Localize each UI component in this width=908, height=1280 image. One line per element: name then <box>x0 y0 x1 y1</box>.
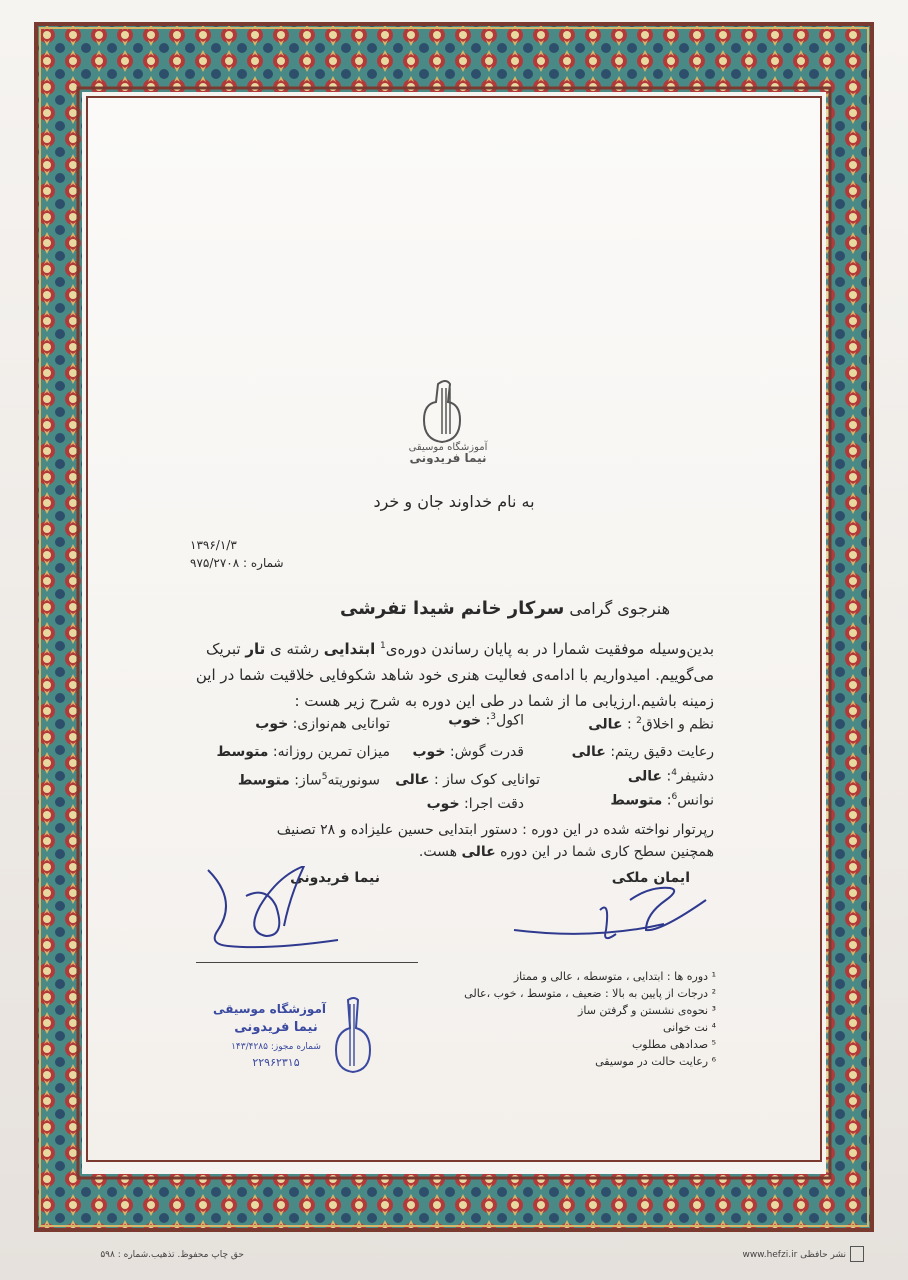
eval-value: خوب <box>412 744 446 760</box>
body-line-3: زمینه باشیم.ارزیابی ما از شما در طی این دوره به شرح زیر هست : <box>294 692 714 710</box>
eval-sep: : <box>622 716 637 733</box>
repertoire-line-1: رپرتوار نواخته شده در این دوره : دستور ابتدایی حسین علیزاده و ۲۸ تصنیف <box>276 822 714 838</box>
eval-sup: 3 <box>490 712 497 722</box>
eval-label: قدرت گوش: <box>449 744 524 760</box>
eval-value: خوب <box>255 716 289 732</box>
eval-label: دقت اجرا: <box>464 796 524 812</box>
eval-item <box>380 772 540 788</box>
eval-sep: : <box>662 792 672 809</box>
letter-number-value: ۹۷۵/۲۷۰۸ <box>190 556 240 570</box>
eval-sup: 4 <box>671 768 677 778</box>
eval-value: متوسط <box>237 772 290 789</box>
eval-value: متوسط <box>216 744 269 760</box>
eval-value: خوب <box>426 796 460 812</box>
body-line-2: می‌گوییم. امیدواریم با ادامه‌ی فعالیت هنری خود شاهد شکوفایی خلاقیت شما در این <box>195 666 714 684</box>
school-logo-top <box>398 378 502 464</box>
eval-item <box>530 744 714 760</box>
eval-sup: 6 <box>671 792 678 802</box>
body-line-1-b: رشته ی <box>265 640 324 658</box>
repertoire-line-2 <box>300 844 714 860</box>
overall-level: عالی <box>461 844 496 860</box>
letter-number-label: شماره : <box>243 556 284 570</box>
footer-publisher: نشر حافظی www.hefzi.ir <box>742 1250 846 1260</box>
eval-item <box>200 772 380 789</box>
instrument: تار <box>245 640 266 658</box>
signature-rule <box>196 962 418 963</box>
eval-value: عالی <box>395 772 430 788</box>
body-line-1-c: تبریک <box>206 640 246 658</box>
body-line-1 <box>190 640 714 658</box>
publisher-logo-icon <box>850 1246 864 1262</box>
stamp-line1: آموزشگاه موسیقی <box>213 1002 326 1016</box>
footnote: ⁶ رعایت حالت در موسیقی <box>595 1055 716 1068</box>
eval-label: توانایی هم‌نوازی: <box>292 716 390 732</box>
eval-value: خوب <box>448 712 482 729</box>
eval-sep: ساز: <box>289 772 322 789</box>
signatory-left-name: نیما فریدونی <box>290 870 380 886</box>
letter-number <box>190 556 300 570</box>
recipient-name: سرکار خانم شیدا تفرشی <box>339 598 565 619</box>
eval-item <box>560 792 714 809</box>
eval-label: اکول <box>496 712 524 729</box>
logo-top-line1: آموزشگاه موسیقی <box>408 442 488 453</box>
logo-top-line2: نیما فریدونی <box>409 451 487 464</box>
footnote: ⁵ صدادهی مطلوب <box>631 1038 716 1051</box>
repertoire-line-2-a: همچنین سطح کاری شما در این دوره <box>495 844 714 860</box>
school-stamp <box>213 996 376 1086</box>
eval-item <box>196 744 390 760</box>
eval-item <box>400 712 524 729</box>
eval-sep: : <box>662 768 672 785</box>
eval-value: عالی <box>571 744 606 760</box>
footnote: ¹ دوره ها : ابتدایی ، متوسطه ، عالی و ممتاز <box>513 970 716 983</box>
signature-left <box>196 866 346 950</box>
footnote: ² درجات از پایین به بالا : ضعیف ، متوسط ، خوب ،عالی <box>464 987 716 1000</box>
course-level: ابتدایی <box>323 640 376 658</box>
eval-label: سونوریته <box>327 772 380 789</box>
footnotes <box>440 968 716 1070</box>
eval-sup: 5 <box>321 772 328 782</box>
eval-label: میزان تمرین روزانه: <box>272 744 390 760</box>
eval-item <box>530 716 714 733</box>
eval-sep: : <box>481 712 491 729</box>
letter-date: ۱۳۹۶/۱/۳ <box>190 538 237 552</box>
stamp-line2: نیما فریدونی <box>234 1020 318 1035</box>
eval-label: دشیفر <box>677 768 714 785</box>
eval-item <box>200 716 390 732</box>
greeting-prefix: هنرجوی گرامی <box>569 599 671 618</box>
eval-sup: 2 <box>636 716 642 726</box>
signature-right <box>510 880 730 950</box>
stamp-instrument-icon <box>330 996 376 1074</box>
body-line-1-sup: 1 <box>380 641 386 651</box>
eval-label: نظم و اخلاق <box>641 716 714 733</box>
eval-label: توانایی کوک ساز : <box>434 772 540 788</box>
signatory-right-name: ایمان ملکی <box>611 870 690 886</box>
eval-item <box>370 744 524 760</box>
footnote: ⁴ نت خوانی <box>662 1021 716 1034</box>
eval-label: رعایت دقیق ریتم: <box>610 744 714 760</box>
body-line-1-a: بدین‌وسیله موفقیت شمارا در به پایان رساندن دوره‌ی <box>385 640 714 658</box>
eval-item <box>560 768 714 785</box>
stamp-license: شماره مجوز: ۱۴۳/۴۲۸۵ <box>231 1042 321 1052</box>
footer-copyright: حق چاپ محفوظ. تذهیب.شماره : ۵۹۸ <box>100 1250 244 1260</box>
eval-value: متوسط <box>610 792 663 809</box>
eval-value: عالی <box>627 768 663 785</box>
repertoire-line-2-b: هست. <box>418 844 462 860</box>
invocation: به نام خداوند جان و خرد <box>373 492 535 511</box>
stamp-phone: ۲۲۹۶۲۳۱۵ <box>252 1056 300 1069</box>
eval-item <box>400 796 524 812</box>
footnote: ³ نحوه‌ی نشستن و گرفتن ساز <box>578 1004 716 1017</box>
eval-label: نوانس <box>677 792 714 809</box>
eval-value: عالی <box>588 716 623 733</box>
greeting <box>300 598 710 619</box>
